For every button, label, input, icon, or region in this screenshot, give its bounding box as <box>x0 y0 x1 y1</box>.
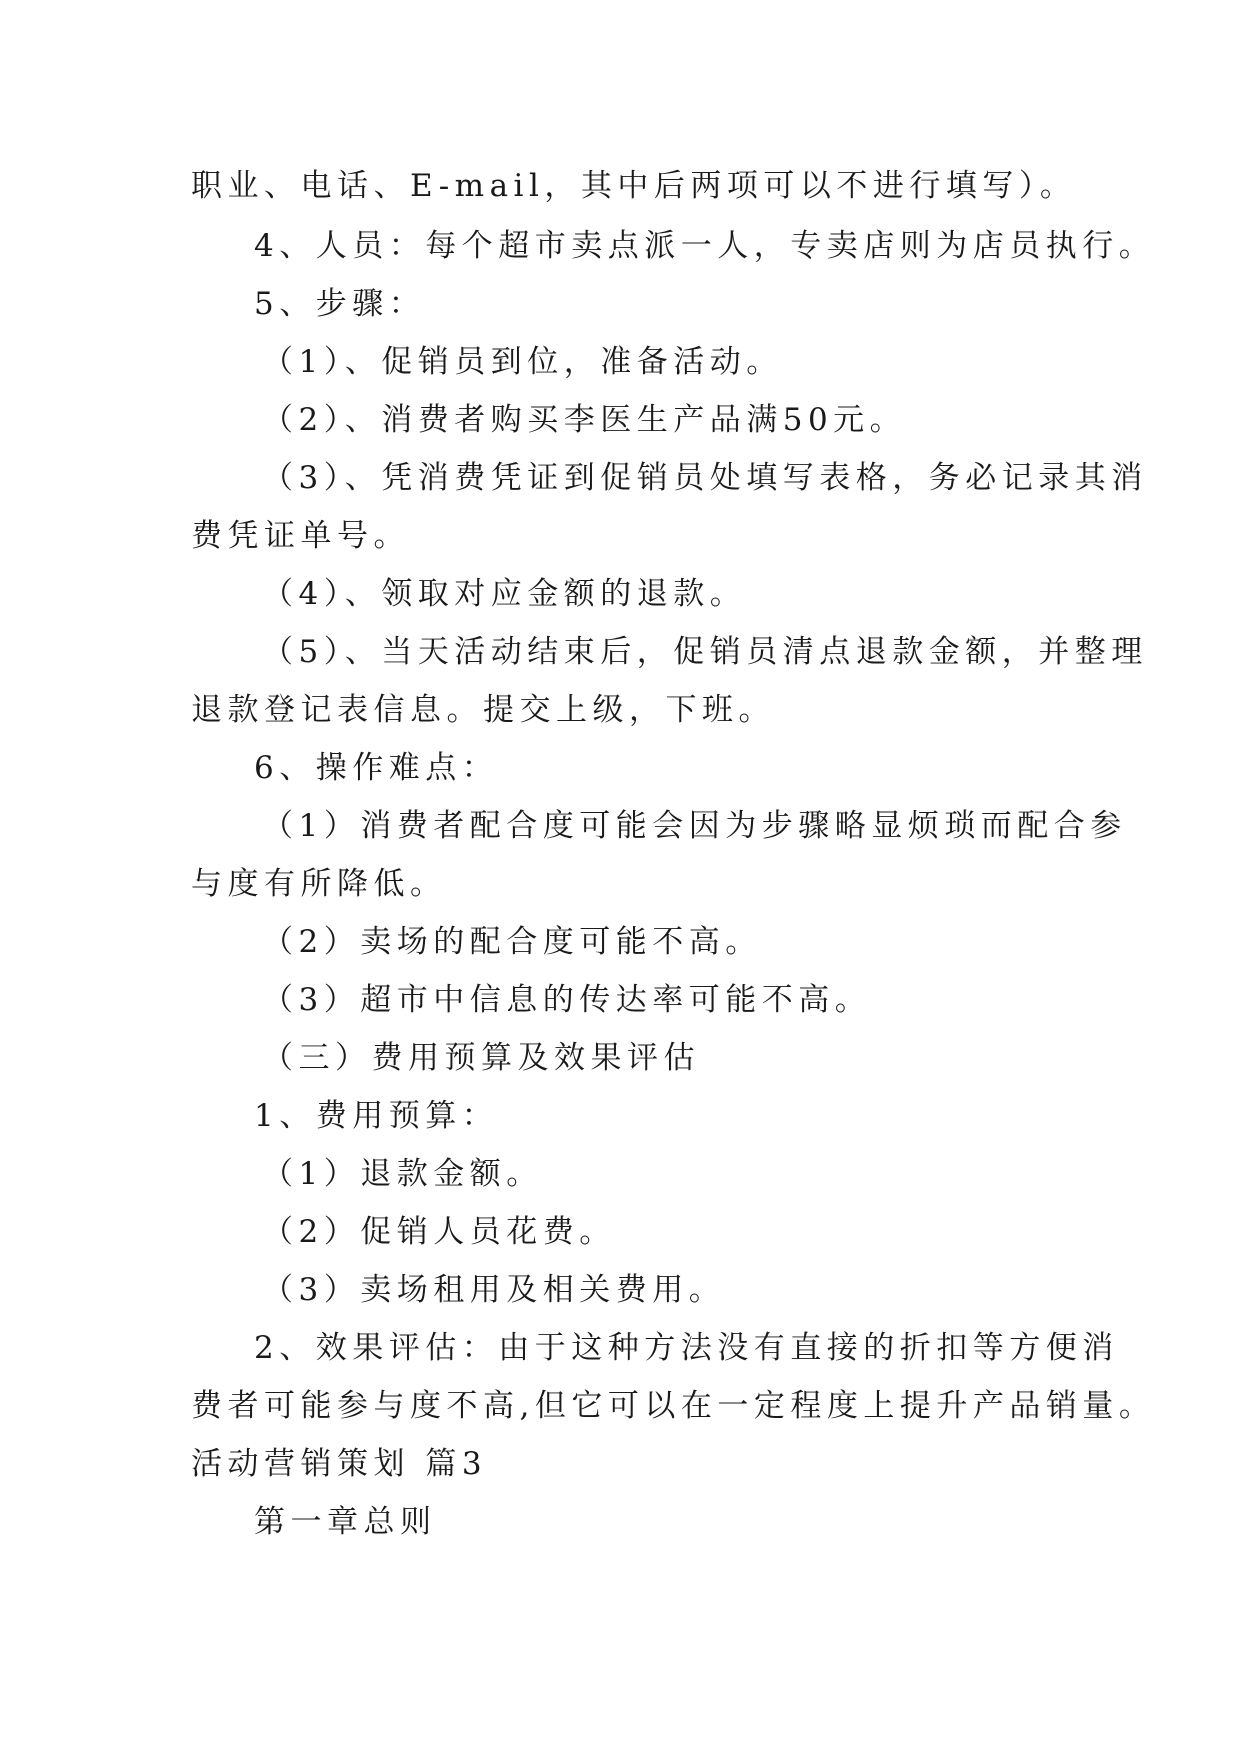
paragraph-line: 与度有所降低。 <box>191 866 447 902</box>
paragraph-line: 费凭证单号。 <box>191 518 410 554</box>
list-item: （5）、当天活动结束后，促销员清点退款金额，并整理 <box>262 634 1148 670</box>
paragraph-line: 职业、电话、E-mail，其中后两项可以不进行填写）。 <box>191 168 1077 204</box>
section-heading: 5、步骤： <box>254 286 426 322</box>
list-item: （2）、消费者购买李医生产品满50元。 <box>262 402 907 438</box>
paragraph-line: 4、人员：每个超市卖点派一人，专卖店则为店员执行。 <box>254 228 1156 264</box>
paragraph-line: 费者可能参与度不高,但它可以在一定程度上提升产品销量。 <box>191 1388 1156 1424</box>
list-item: （2）卖场的配合度可能不高。 <box>262 924 762 960</box>
list-item: （1）退款金额。 <box>262 1156 543 1192</box>
list-item: （3）超市中信息的传达率可能不高。 <box>262 982 872 1018</box>
list-item: （2）促销人员花费。 <box>262 1214 616 1250</box>
paragraph-line: 2、效果评估：由于这种方法没有直接的折扣等方便消 <box>254 1330 1119 1366</box>
list-item: （1）、促销员到位，准备活动。 <box>262 344 783 380</box>
list-item: （3）卖场租用及相关费用。 <box>262 1272 726 1308</box>
article-title: 活动营销策划 篇3 <box>191 1446 488 1482</box>
section-heading: 1、费用预算： <box>254 1098 499 1134</box>
list-item: （4）、领取对应金额的退款。 <box>262 576 747 612</box>
section-heading: 6、操作难点： <box>254 750 499 786</box>
list-item: （3）、凭消费凭证到促销员处填写表格，务必记录其消 <box>262 460 1148 496</box>
section-heading: （三）费用预算及效果评估 <box>262 1040 700 1076</box>
chapter-heading: 第一章总则 <box>254 1504 437 1540</box>
paragraph-line: 退款登记表信息。提交上级，下班。 <box>191 692 775 728</box>
list-item: （1）消费者配合度可能会因为步骤略显烦琐而配合参 <box>262 808 1127 844</box>
